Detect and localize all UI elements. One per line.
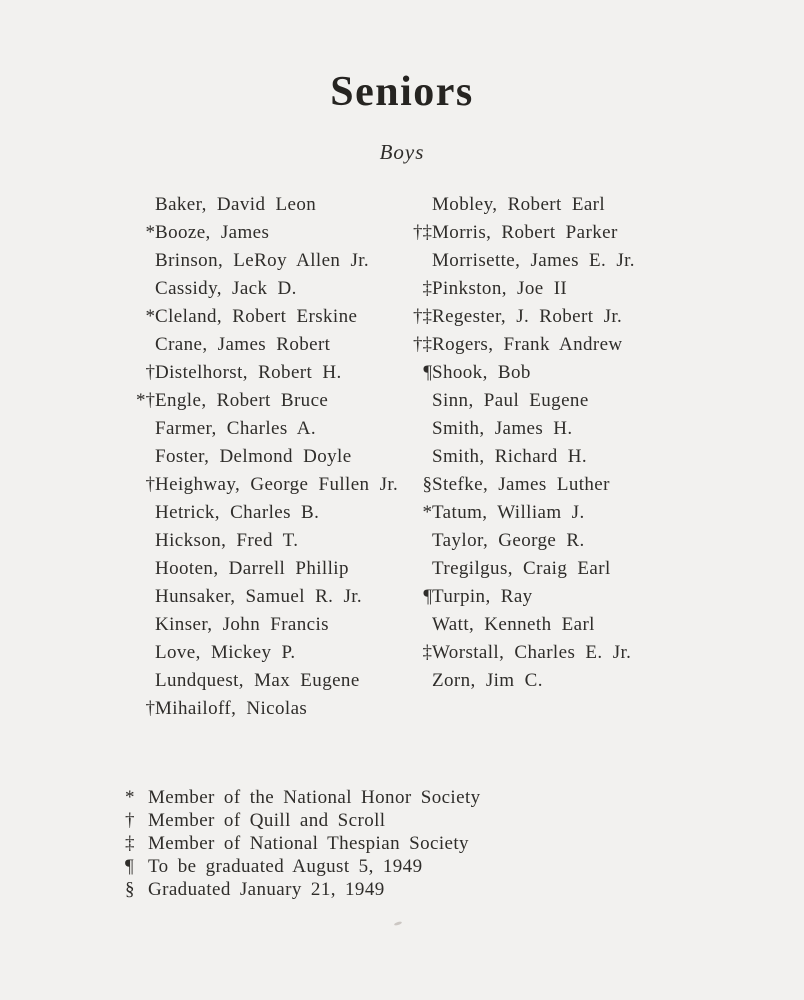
name-entry <box>402 583 762 611</box>
membership-symbols <box>402 191 432 219</box>
student-name: Rogers, Frank Andrew <box>432 334 623 355</box>
legend-symbol: § <box>125 879 135 900</box>
membership-symbols <box>402 387 432 415</box>
student-name: Taylor, George R. <box>432 530 585 551</box>
name-entry <box>402 303 762 331</box>
membership-symbols: † <box>145 362 155 383</box>
name-entry <box>402 471 762 499</box>
membership-symbols <box>402 443 432 471</box>
membership-symbols: * <box>145 306 155 327</box>
student-name: Morris, Robert Parker <box>432 222 618 243</box>
student-name: Smith, James H. <box>432 418 573 439</box>
student-name: Farmer, Charles A. <box>155 418 317 439</box>
names-column-left <box>125 191 402 723</box>
legend-symbol: * <box>125 787 135 808</box>
membership-symbols <box>402 247 432 275</box>
membership-symbols <box>125 555 155 583</box>
student-name: Morrisette, James E. Jr. <box>432 250 635 271</box>
membership-symbols: ¶ <box>423 586 432 607</box>
name-entry <box>125 359 402 387</box>
name-entry <box>402 667 762 695</box>
student-name: Zorn, Jim C. <box>432 670 543 691</box>
names-list <box>125 191 804 723</box>
membership-symbols: *† <box>136 390 155 411</box>
legend-text: Member of Quill and Scroll <box>148 810 386 831</box>
student-name: Shook, Bob <box>432 362 531 383</box>
membership-symbols <box>402 527 432 555</box>
membership-symbols <box>402 611 432 639</box>
student-name: Hetrick, Charles B. <box>155 502 320 523</box>
legend-text: Member of National Thespian Society <box>148 833 469 854</box>
membership-symbols <box>402 415 432 443</box>
name-entry <box>402 639 762 667</box>
student-name: Booze, James <box>155 222 270 243</box>
membership-symbols: ‡ <box>422 642 432 663</box>
membership-symbols: †‡ <box>413 306 432 327</box>
name-entry <box>402 331 762 359</box>
membership-symbols <box>125 639 155 667</box>
name-entry <box>125 275 402 303</box>
name-entry <box>125 611 402 639</box>
name-entry <box>125 695 402 723</box>
membership-symbols <box>125 527 155 555</box>
name-entry <box>125 247 402 275</box>
membership-symbols <box>125 247 155 275</box>
membership-symbols <box>125 443 155 471</box>
membership-symbols <box>125 583 155 611</box>
membership-symbols: * <box>422 502 432 523</box>
legend-text: To be graduated August 5, 1949 <box>148 856 423 877</box>
name-entry <box>402 415 762 443</box>
student-name: Engle, Robert Bruce <box>155 390 329 411</box>
student-name: Baker, David Leon <box>155 194 317 215</box>
student-name: Stefke, James Luther <box>432 474 610 495</box>
name-entry <box>125 639 402 667</box>
name-entry <box>125 583 402 611</box>
name-entry <box>125 443 402 471</box>
student-name: Lundquest, Max Eugene <box>155 670 360 691</box>
student-name: Pinkston, Joe II <box>432 278 568 299</box>
legend-entry <box>125 832 804 855</box>
student-name: Brinson, LeRoy Allen Jr. <box>155 250 370 271</box>
membership-symbols: †‡ <box>413 334 432 355</box>
name-entry <box>402 611 762 639</box>
legend-entry <box>125 809 804 832</box>
membership-symbols: †‡ <box>413 222 432 243</box>
name-entry <box>402 555 762 583</box>
membership-symbols: ‡ <box>422 278 432 299</box>
name-entry <box>125 667 402 695</box>
name-entry <box>125 471 402 499</box>
membership-symbols: † <box>145 698 155 719</box>
membership-symbols: ¶ <box>423 362 432 383</box>
student-name: Hooten, Darrell Phillip <box>155 558 349 579</box>
membership-symbols: † <box>145 474 155 495</box>
membership-symbols <box>402 667 432 695</box>
student-name: Watt, Kenneth Earl <box>432 614 595 635</box>
student-name: Hickson, Fred T. <box>155 530 299 551</box>
name-entry <box>125 331 402 359</box>
student-name: Foster, Delmond Doyle <box>155 446 352 467</box>
page-title: Seniors <box>330 69 474 115</box>
name-entry <box>402 359 762 387</box>
name-entry <box>125 219 402 247</box>
legend-text: Graduated January 21, 1949 <box>148 879 385 900</box>
name-entry <box>402 387 762 415</box>
name-entry <box>402 443 762 471</box>
name-entry <box>125 499 402 527</box>
name-entry <box>125 555 402 583</box>
name-entry <box>402 191 762 219</box>
student-name: Hunsaker, Samuel R. Jr. <box>155 586 363 607</box>
student-name: Smith, Richard H. <box>432 446 588 467</box>
name-entry <box>402 527 762 555</box>
name-entry <box>125 387 402 415</box>
membership-symbols: * <box>145 222 155 243</box>
legend-symbol: † <box>125 810 135 831</box>
name-entry <box>125 415 402 443</box>
student-name: Crane, James Robert <box>155 334 331 355</box>
symbol-legend <box>125 786 804 901</box>
student-name: Turpin, Ray <box>432 586 533 607</box>
student-name: Regester, J. Robert Jr. <box>432 306 623 327</box>
legend-entry <box>125 855 804 878</box>
membership-symbols <box>125 415 155 443</box>
student-name: Heighway, George Fullen Jr. <box>155 474 399 495</box>
membership-symbols <box>125 191 155 219</box>
names-column-right <box>402 191 762 723</box>
name-entry <box>402 275 762 303</box>
student-name: Distelhorst, Robert H. <box>155 362 342 383</box>
student-name: Mobley, Robert Earl <box>432 194 606 215</box>
membership-symbols <box>125 667 155 695</box>
membership-symbols <box>402 555 432 583</box>
membership-symbols <box>125 611 155 639</box>
legend-symbol: ‡ <box>125 833 135 854</box>
membership-symbols: § <box>422 474 432 495</box>
student-name: Love, Mickey P. <box>155 642 296 663</box>
legend-entry <box>125 786 804 809</box>
section-subtitle: Boys <box>379 140 425 164</box>
membership-symbols <box>125 499 155 527</box>
student-name: Tregilgus, Craig Earl <box>432 558 611 579</box>
name-entry <box>125 191 402 219</box>
legend-entry <box>125 878 804 901</box>
scan-artifact <box>394 921 403 926</box>
student-name: Cleland, Robert Erskine <box>155 306 358 327</box>
name-entry <box>402 499 762 527</box>
membership-symbols <box>125 275 155 303</box>
legend-text: Member of the National Honor Society <box>148 787 481 808</box>
student-name: Mihailoff, Nicolas <box>155 698 308 719</box>
legend-symbol: ¶ <box>125 856 134 877</box>
student-name: Kinser, John Francis <box>155 614 329 635</box>
name-entry <box>125 303 402 331</box>
membership-symbols <box>125 331 155 359</box>
student-name: Cassidy, Jack D. <box>155 278 297 299</box>
name-entry <box>125 527 402 555</box>
student-name: Sinn, Paul Eugene <box>432 390 589 411</box>
student-name: Tatum, William J. <box>432 502 585 523</box>
name-entry <box>402 247 762 275</box>
student-name: Worstall, Charles E. Jr. <box>432 642 632 663</box>
name-entry <box>402 219 762 247</box>
